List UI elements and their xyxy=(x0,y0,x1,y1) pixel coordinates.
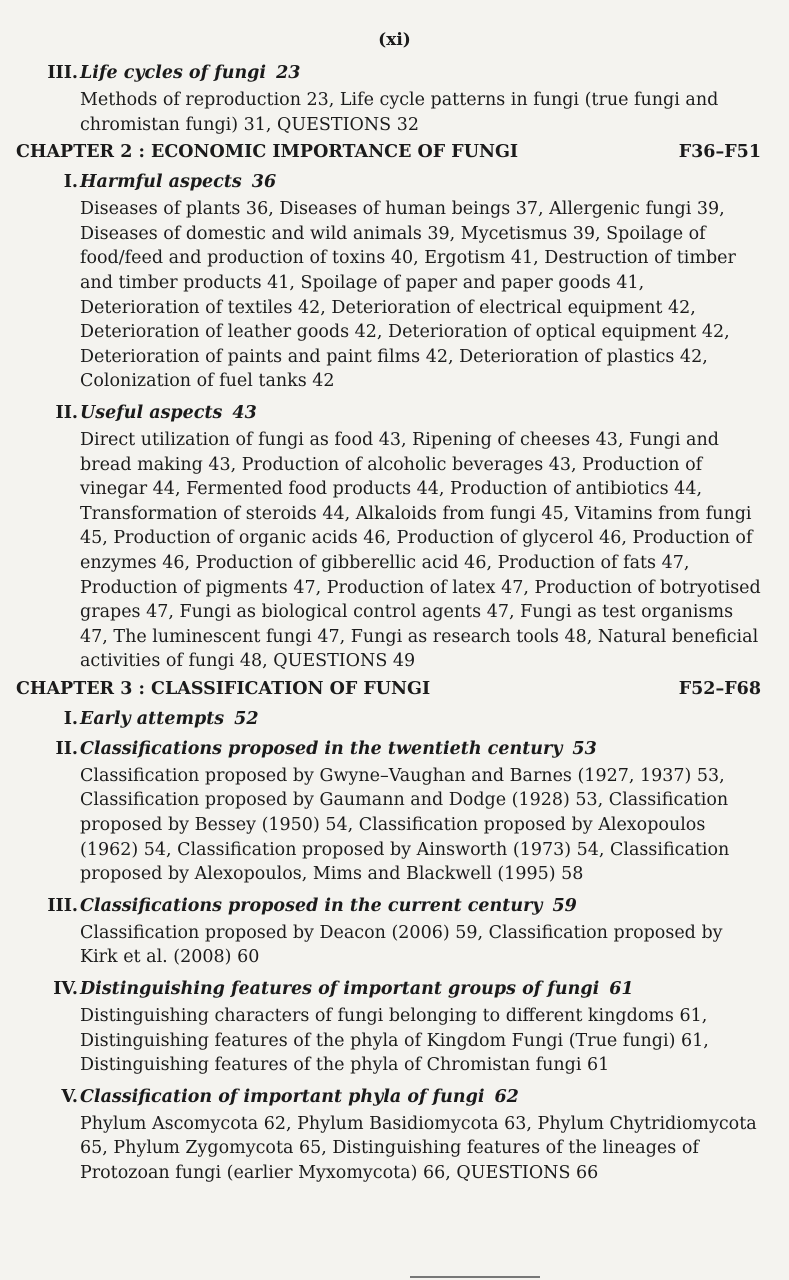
section-body: Phylum Ascomycota 62, Phylum Basidiomycota 63, Phylum Chytridiomycota 65, Phylum Zygomycota 65, Distinguishing features of the lineages of Protozoan fungi (earlier Myxomycota) 66, QUESTIONS 66 xyxy=(80,1113,757,1183)
chapter-range: F36–F51 xyxy=(678,142,761,163)
section-body: Distinguishing characters of fungi belonging to different kingdoms 61, Distinguishing features of the phyla of Kingdom Fungi (True fungi) 61, Distinguishing features of the phyla of Chromistan fungi 61 xyxy=(80,1006,709,1076)
section-heading xyxy=(0,167,789,197)
section-roman: I. xyxy=(63,172,78,193)
section-title: Classifications proposed in the current century xyxy=(80,895,543,916)
section-title: Harmful aspects xyxy=(80,172,242,193)
section-heading xyxy=(0,398,789,428)
section-roman: I. xyxy=(63,708,78,729)
section-page: 52 xyxy=(234,708,259,729)
chapter-title: CHAPTER 2 : ECONOMIC IMPORTANCE OF FUNGI xyxy=(16,142,519,163)
section-roman: IV. xyxy=(53,979,78,1000)
section-page: 61 xyxy=(609,979,634,1000)
bottom-rule xyxy=(410,1276,540,1278)
section-title: Distinguishing features of important groups of fungi xyxy=(80,979,600,1000)
section-page: 23 xyxy=(276,63,301,83)
section-heading xyxy=(0,974,789,1004)
section-title: Early attempts xyxy=(80,708,225,729)
section-page: 43 xyxy=(232,402,257,423)
section-roman: II. xyxy=(55,738,78,759)
chapter-heading xyxy=(0,137,789,167)
section-title: Classifications proposed in the twentieth century xyxy=(80,738,563,759)
section-heading xyxy=(0,704,789,734)
section-roman: V. xyxy=(61,1086,78,1107)
chapter-range: F52–F68 xyxy=(678,678,761,699)
section-page: 59 xyxy=(552,895,577,916)
section-title: Classification of important phyla of fungi xyxy=(80,1086,485,1107)
section-body: Methods of reproduction 23, Life cycle patterns in fungi (true fungi and chromistan fungi) 31, QUESTIONS 32 xyxy=(80,90,719,135)
section-body: Classification proposed by Deacon (2006) 59, Classification proposed by Kirk et al. (2008) 60 xyxy=(80,922,723,968)
section-roman: III. xyxy=(47,63,78,83)
section-heading xyxy=(0,58,789,88)
section-page: 53 xyxy=(572,738,597,759)
section-page: 36 xyxy=(251,172,277,193)
section-body: Direct utilization of fungi as food 43, Ripening of cheeses 43, Fungi and bread making 43, Production of alcoholic beverages 43, Production of vinegar 44, Fermented food products 44, Production of antibiotics 44, Transformation of steroids 44, Alkaloids from fungi 45, Vitamins from fungi 45, Production of organic acids 46, Production of glycerol 46, Production of enzymes 46, Production of gibberellic acid 46, Production of fats 47, Production of pigments 47, Production of latex 47, Production of botryotised grapes 47, Fungi as biological control agents 47, Fungi as test organisms 47, The luminescent fungi 47, Fungi as research tools 48, Natural beneficial activities of fungi 48, QUESTIONS 49 xyxy=(80,429,761,672)
chapter-title: CHAPTER 3 : CLASSIFICATION OF FUNGI xyxy=(16,678,431,699)
table-of-contents xyxy=(0,58,789,1186)
section-heading xyxy=(0,734,789,764)
section-body: Diseases of plants 36, Diseases of human beings 37, Allergenic fungi 39, Diseases of domestic and wild animals 39, Mycetismus 39, Spoilage of food/feed and production of toxins 40, Ergotism 41, Destruction of timber and timber products 41, Spoilage of paper and paper goods 41, Deterioration of textiles 42, Deterioration of electrical equipment 42, Deterioration of leather goods 42, Deterioration of optical equipment 42, Deterioration of paints and paint films 42, Deterioration of plastics 42, Colonization of fuel tanks 42 xyxy=(80,199,736,392)
section-roman: II. xyxy=(55,402,78,423)
chapter-heading xyxy=(0,674,789,704)
section-heading xyxy=(0,1082,789,1112)
section-roman: III. xyxy=(47,895,78,916)
section-title: Useful aspects xyxy=(80,402,223,423)
section-heading xyxy=(0,891,789,921)
section-body: Classification proposed by Gwyne–Vaughan and Barnes (1927, 1937) 53, Classification proposed by Gaumann and Dodge (1928) 53, Classification proposed by Bessey (1950) 54, Classification proposed by Alexopoulos (1962) 54, Classification proposed by Ainsworth (1973) 54, Classification proposed by Alexopoulos, Mims and Blackwell (1995) 58 xyxy=(80,765,730,885)
section-title: Life cycles of fungi xyxy=(80,63,267,83)
page-number: (xi) xyxy=(378,30,411,50)
section-page: 62 xyxy=(494,1086,519,1107)
